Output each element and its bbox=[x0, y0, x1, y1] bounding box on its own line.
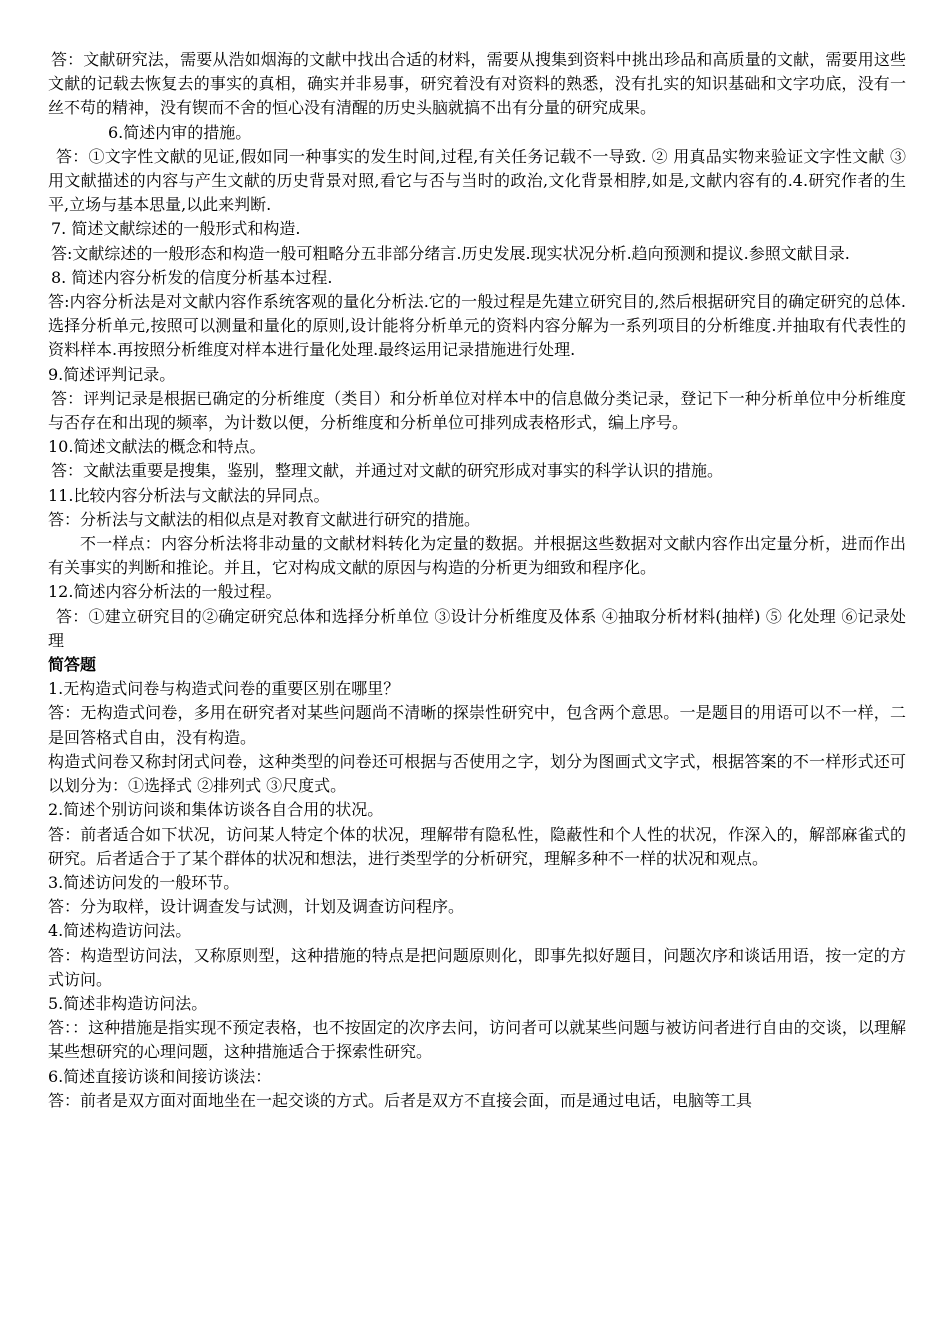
question-heading: 1.无构造式问卷与构造式问卷的重要区别在哪里？ bbox=[48, 679, 400, 699]
answer-paragraph: 答：文献法重要是搜集，鉴别，整理文献，并通过对文献的研究形成对事实的科学认识的措施。 bbox=[51, 461, 724, 481]
question-heading: 3.简述访问发的一般环节。 bbox=[48, 872, 240, 892]
question-heading: 12.简述内容分析法的一般过程。 bbox=[48, 582, 282, 602]
question-heading: 7. 简述文献综述的一般形式和构造. bbox=[51, 219, 301, 239]
question-heading: 10.简述文献法的概念和特点。 bbox=[48, 437, 266, 457]
answer-paragraph: 答:文献综述的一般形态和构造一般可粗略分五非部分绪言.历史发展.现实状况分析.趋向预测和提议.参照文献目录. bbox=[51, 243, 850, 263]
answer-paragraph: 答：：这种措施是指实现不预定表格，也不按固定的次序去问，访问者可以就某些问题与被访问者进行自由的交谈，以理解某些想研究的心理问题，这种措施适合于探索性研究。 bbox=[48, 1018, 906, 1062]
answer-paragraph: 答：分为取样，设计调查发与试测，计划及调查访问程序。 bbox=[48, 897, 465, 917]
answer-paragraph: 答：①建立研究目的②确定研究总体和选择分析单位 ③设计分析维度及体系 ④抽取分析材料(抽样) ⑤ 化处理 ⑥记录处理 bbox=[48, 606, 906, 650]
question-heading: 6.简述直接访谈和间接访谈法： bbox=[48, 1066, 272, 1086]
answer-paragraph: 答：分析法与文献法的相似点是对教育文献进行研究的措施。 bbox=[48, 509, 481, 529]
answer-paragraph: 答：无构造式问卷，多用在研究者对某些问题尚不清晰的探崇性研究中，包含两个意思。一是题目的用语可以不一样，二是回答格式自由，没有构造。 bbox=[48, 703, 906, 747]
question-heading: 4.简述构造访问法。 bbox=[48, 921, 192, 941]
question-heading: 5.简述非构造访问法。 bbox=[48, 993, 208, 1013]
answer-paragraph: 答：文献研究法，需要从浩如烟海的文献中找出合适的材料，需要从搜集到资料中挑出珍品和高质量的文献，需要用这些文献的记载去恢复去的事实的真相，确实并非易事，研究着没有对资料的熟悉，没有扎实的知识基础和文字功底，没有一丝不苟的精神，没有锲而不舍的恒心没有清醒的历史头脑就搞不出有分量的研究成果。 bbox=[48, 50, 906, 118]
question-heading: 11.比较内容分析法与文献法的异同点。 bbox=[48, 485, 330, 505]
answer-paragraph: 答：构造型访问法，又称原则型，这种措施的特点是把问题原则化，即事先拟好题目，问题次序和谈话用语，按一定的方式访问。 bbox=[48, 945, 906, 989]
question-heading: 9.简述评判记录。 bbox=[48, 364, 176, 384]
question-heading: 8. 简述内容分析发的信度分析基本过程. bbox=[51, 267, 333, 287]
answer-paragraph: 答：前者适合如下状况，访问某人特定个体的状况，理解带有隐私性，隐蔽性和个人性的状况，作深入的，解部麻雀式的研究。后者适合于了某个群体的状况和想法，进行类型学的分析研究，理解多种不一样的状况和观点。 bbox=[48, 824, 906, 868]
answer-paragraph: 不一样点：内容分析法将非动量的文献材料转化为定量的数据。并根据这些数据对文献内容作出定量分析，进而作出有关事实的判断和推论。并且，它对构成文献的原因与构造的分析更为细致和程序化。 bbox=[48, 534, 906, 578]
question-heading: 6.简述内审的措施。 bbox=[108, 122, 252, 142]
answer-paragraph: 答:内容分析法是对文献内容作系统客观的量化分析法.它的一般过程是先建立研究目的,然后根据研究目的确定研究的总体.选择分析单元,按照可以测量和量化的原则,设计能将分析单元的资料内容分解为一系列项目的分析维度.并抽取有代表性的资料样本.再按照分析维度对样本进行量化处理.最终运用记录措施进行处理. bbox=[48, 292, 906, 360]
answer-paragraph: 答：前者是双方面对面地坐在一起交谈的方式。后者是双方不直接会面，而是通过电话，电脑等工具 bbox=[48, 1090, 753, 1110]
section-title: 简答题 bbox=[48, 655, 97, 675]
question-heading: 2.简述个别访问谈和集体访谈各自合用的状况。 bbox=[48, 800, 384, 820]
answer-paragraph: 答：评判记录是根据已确定的分析维度（类目）和分析单位对样本中的信息做分类记录，登记下一种分析单位中分析维度与否存在和出现的频率，为计数以便，分析维度和分析单位可排列成表格形式，编上序号。 bbox=[48, 388, 906, 433]
answer-paragraph: 构造式问卷又称封闭式问卷，这种类型的问卷还可根据与否使用之字，划分为图画式文字式，根据答案的不一样形式还可以划分为：①选择式 ②排列式 ③尺度式。 bbox=[48, 751, 906, 796]
answer-paragraph: 答：①文字性文献的见证,假如同一种事实的发生时间,过程,有关任务记载不一导致. ② 用真品实物来验证文字性文献 ③用文献描述的内容与产生文献的历史背景对照,看它与否与当时的政治,文化背景相脖,如是,文献内容有的.4.研究作者的生平,立场与基本思量,以此来判断. bbox=[48, 146, 906, 215]
